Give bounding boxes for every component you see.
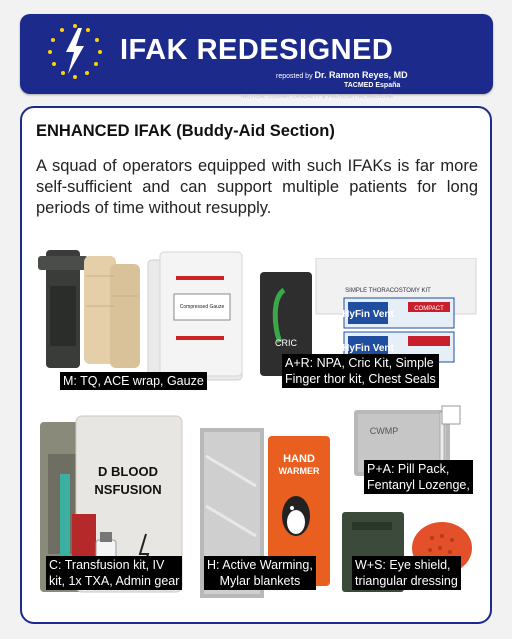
caption-circulation-line-1: C: Transfusion kit, IV (49, 558, 165, 572)
hyfin-label-1: HyFin Vent (342, 309, 394, 320)
reposted-prefix: reposted by (276, 73, 313, 80)
blood-label-1: D BLOOD (98, 464, 158, 479)
section-heading: ENHANCED IFAK (Buddy-Aid Section) (36, 122, 335, 140)
caption-hypothermia-line-2: Mylar blankets (219, 574, 301, 588)
hand-label: HAND (283, 453, 315, 465)
lightning-stars-logo-icon (44, 20, 106, 82)
tourniquet-gauze-photo (36, 246, 248, 386)
compact-badge: COMPACT (414, 306, 444, 312)
banner-title: IFAK REDESIGNED (120, 34, 394, 66)
caption-airway-line-2: Finger thor kit, Chest Seals (285, 372, 436, 386)
intro-paragraph: A squad of operators equipped with such IFAKs is far more self-sufficient and can support multiple patients for long periods of time without resupply. (36, 157, 478, 217)
caption-hypothermia-line-1: H: Active Warming, (207, 558, 313, 572)
header-banner (20, 14, 493, 94)
thoracostomy-label: SIMPLE THORACOSTOMY KIT (345, 288, 431, 294)
caption-hypothermia (204, 556, 316, 590)
hyfin-label-2: HyFin Vent (342, 343, 394, 354)
caption-airway-line-1: A+R: NPA, Cric Kit, Simple (285, 356, 434, 370)
reposted-author: Dr. Ramon Reyes, MD (314, 70, 408, 80)
caption-wounds-splinting (352, 556, 461, 590)
caption-wounds-line-2: triangular dressing (355, 574, 458, 588)
blood-label-2: NSFUSION (94, 482, 162, 497)
caption-circulation-line-2: kit, 1x TXA, Admin gear (49, 574, 180, 588)
repost-credit (276, 70, 408, 80)
subtle-tagline: TACTICAL COMBAT CASUALTY & PREHOSPITAL MEDICINE (240, 94, 394, 100)
cric-label: CRIC (275, 338, 297, 348)
caption-wounds-line-1: W+S: Eye shield, (355, 558, 451, 572)
org-name: TACMED España (344, 82, 401, 89)
caption-airway-respiration (282, 354, 439, 388)
cwmp-label: CWMP (369, 426, 399, 436)
caption-circulation (46, 556, 182, 590)
content-panel (20, 106, 492, 624)
caption-pain-antibiotics (364, 460, 473, 494)
gauze-package-label: Compressed Gauze (179, 304, 225, 310)
caption-pain-line-1: P+A: Pill Pack, (367, 462, 450, 476)
warmer-label: WARMER (278, 466, 320, 476)
caption-massive-hemorrhage: M: TQ, ACE wrap, Gauze (60, 372, 207, 390)
caption-pain-line-2: Fentanyl Lozenge, (367, 478, 470, 492)
